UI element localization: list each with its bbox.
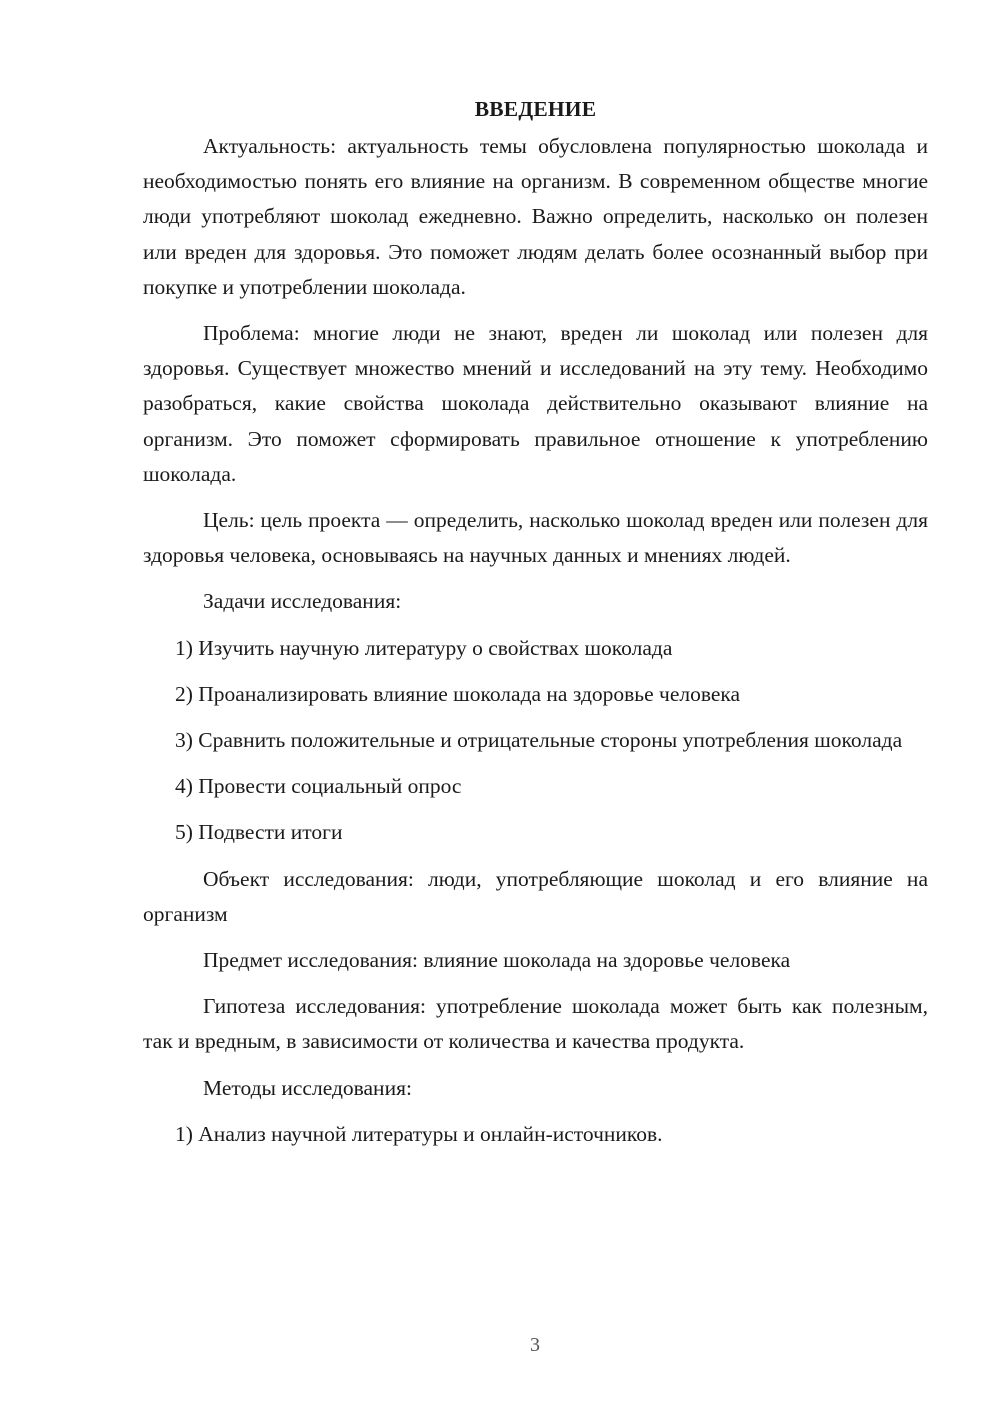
task-item-1: 1) Изучить научную литературу о свойствах шоколада bbox=[175, 635, 673, 660]
paragraph-subject: Предмет исследования: влияние шоколада на здоровье человека bbox=[203, 948, 791, 973]
paragraph-object: Объект исследования: люди, употребляющие шоколад и его влияние на организм bbox=[143, 866, 928, 926]
task-item-2: 2) Проанализировать влияние шоколада на здоровье человека bbox=[175, 681, 741, 706]
section-title: ВВЕДЕНИЕ bbox=[474, 97, 597, 121]
task-item-4: 4) Провести социальный опрос bbox=[175, 774, 462, 799]
task-item-3: 3) Сравнить положительные и отрицательные стороны употребления шоколада bbox=[175, 728, 903, 753]
task-item-5: 5) Подвести итоги bbox=[175, 820, 343, 845]
paragraph-relevance: Актуальность: актуальность темы обусловлена популярностью шоколада и необходимостью понять его влияние на организм. В современном обществе многие люди употребляют шоколад ежедневно. Важно определить, насколько он полезен или вреден для здоровья. Это поможет людям делать более осознанный выбор при покупке и употреблении шоколада. bbox=[143, 134, 928, 299]
paragraph-goal: Цель: цель проекта — определить, насколько шоколад вреден или полезен для здоровья человека, основываясь на научных данных и мнениях людей. bbox=[143, 508, 928, 568]
methods-heading: Методы исследования: bbox=[203, 1075, 412, 1100]
paragraph-hypothesis: Гипотеза исследования: употребление шоколада может быть как полезным, так и вредным, в зависимости от количества и качества продукта. bbox=[143, 994, 928, 1054]
paragraph-problem: Проблема: многие люди не знают, вреден ли шоколад или полезен для здоровья. Существует множество мнений и исследований на эту тему. Необходимо разобраться, какие свойства шоколада действительно оказывают влияние на организм. Это поможет сформировать правильное отношение к употреблению шоколада. bbox=[143, 321, 928, 486]
tasks-heading: Задачи исследования: bbox=[203, 589, 402, 614]
document-page bbox=[143, 92, 928, 1163]
page-number: 3 bbox=[530, 1334, 540, 1356]
method-item-1: 1) Анализ научной литературы и онлайн-источников. bbox=[175, 1121, 663, 1146]
